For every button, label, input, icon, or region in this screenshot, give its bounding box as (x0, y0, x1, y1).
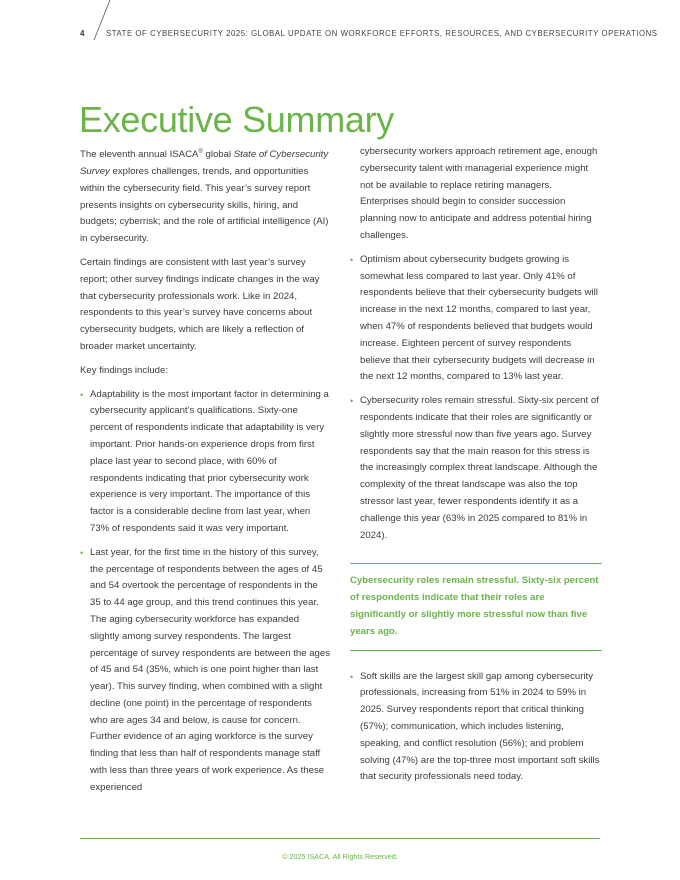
findings-list-after-callout (350, 669, 602, 787)
list-item: • Cybersecurity roles remain stressful. Sixty-six percent of respondents indicate that their roles are significantly or slightly more stressful now than five years ago. Survey respondents say that the main reason for this stress is the increasingly complex threat landscape. Although the complexity of the threat landscape was also the top stressor last year, fewer respondents identify it as a challenge this year (63% in 2025 compared to 81% in 2024). (350, 395, 599, 541)
list-item: • Soft skills are the largest skill gap among cybersecurity professionals, increasing from 51% in 2024 to 59% in 2025. Survey respondents report that critical thinking (57%); communication, which includes listening, speaking, and conflict resolution (56%); and problem solving (47%) are the top-three most important soft skills that security professionals need today. (350, 670, 600, 783)
pull-quote-callout: Cybersecurity roles remain stressful. Sixty-six percent of respondents indicate that their roles are significantly or slightly more stressful now than five years ago. (350, 563, 602, 650)
survey-name: State of Cybersecurity Survey (80, 149, 329, 177)
registered-mark: ® (198, 149, 203, 155)
bullet-icon: • (350, 396, 354, 407)
header-slash-divider (84, 0, 114, 45)
list-item: • Optimism about cybersecurity budgets growing is somewhat less compared to last year. Only 41% of respondents believe that their cybersecurity budgets will increase in the next 12 months, compared to last year, when 47% of respondents believed that budgets would increase. Eighteen percent of survey respondents believe that their cybersecurity budgets will decrease in the next 12 months, compared to 13% last year. (350, 253, 598, 383)
page-header (0, 0, 680, 45)
bullet-icon: • (80, 547, 84, 558)
running-title: STATE OF CYBERSECURITY 2025: GLOBAL UPDATE ON WORKFORCE EFFORTS, RESOURCES, AND CYBERSECURITY OPERATIONS (106, 29, 658, 38)
continued-text: cybersecurity workers approach retirement age, enough cybersecurity talent with managerial experience might not be available to replace retiring managers. Enterprises should begin to consider succession planning now to anticipate and address potential hiring challenges. (360, 146, 598, 241)
list-item: • Last year, for the first time in the history of this survey, the percentage of respondents between the ages of 45 and 54 overtook the percentage of respondents in the 35 to 44 age group, and this trend continues this year. The aging cybersecurity workforce has expanded slightly among survey respondents. The largest percentage of survey respondents are between the ages of 45 and 54 (35%, which is one point higher than last year). This survey finding, when combined with a slight decline (one point) in the percentage of respondents who are ages 34 and below, is cause for concern. Further evidence of an aging workforce is the survey finding that less than half of respondents manage staff with less than three years of work experience. As these experienced (80, 546, 331, 793)
left-column (80, 144, 330, 804)
key-findings-list (80, 387, 330, 797)
key-findings-label: Key findings include: (80, 364, 168, 376)
footer-divider (80, 838, 600, 839)
findings-list-continued (350, 252, 602, 545)
right-column (350, 144, 602, 793)
bullet-icon: • (350, 254, 354, 265)
page-number: 4 (80, 29, 85, 38)
context-paragraph: Certain findings are consistent with last year’s survey report; other survey findings indicate changes in the way that cybersecurity professionals work. Like in 2024, respondents to this year’s survey have concerns about cybersecurity budgets, which are likely a reflection of broader market uncertainty. (80, 256, 320, 352)
footer-copyright: © 2025 ISACA. All Rights Reserved. (282, 852, 398, 861)
bullet-icon: • (80, 389, 84, 400)
list-item: • Adaptability is the most important factor in determining a cybersecurity applicant’s qualifications. Sixty-one percent of respondents indicate that adaptability is very important. Prior hands-on experience drops from first place last year to second place, with 60% of respondents indicating that prior cybersecurity work experience is very important. The importance of this factor is a considerable decline from last year, when 73% of respondents said it was very important. (80, 388, 329, 534)
intro-paragraph: The eleventh annual ISACA® global State of Cybersecurity Survey explores challenges, trends, and opportunities within the cybersecurity field. This year’s survey report presents insights on cybersecurity skills, hiring, and budgets; cyberrisk; and the role of artificial intelligence (AI) in cybersecurity. (80, 149, 329, 245)
bullet-icon: • (350, 671, 354, 682)
page-title: Executive Summary (79, 99, 394, 140)
